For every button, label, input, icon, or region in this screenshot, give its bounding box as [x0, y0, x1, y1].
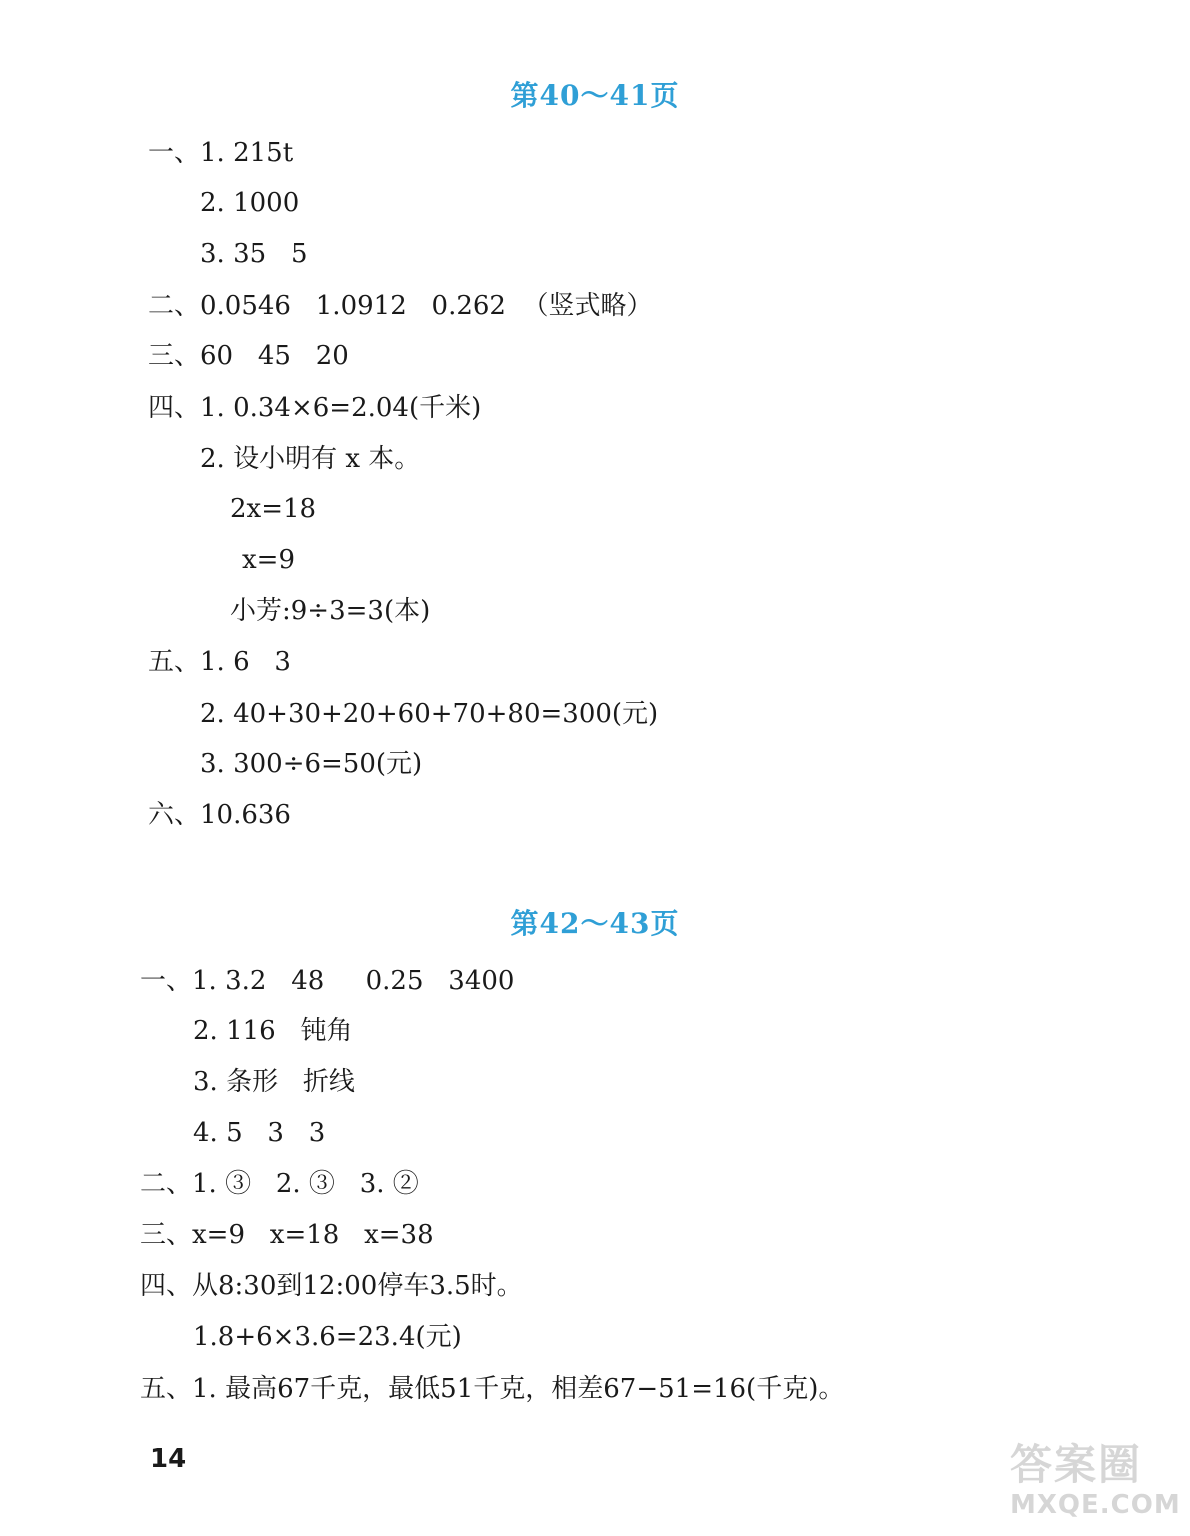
watermark-url: MXQE.COM [1010, 1490, 1181, 1520]
answer-line: 四、1. 0.34×6=2.04(千米) [148, 393, 482, 423]
answer-line: 2x=18 [230, 494, 317, 524]
answer-line: 一、1. 3.2 48 0.25 3400 [140, 966, 515, 996]
section-title-42-43: 第42～43页 [510, 907, 680, 940]
answer-line: 二、1. ③ 2. ③ 3. ② [140, 1169, 419, 1199]
answer-line: 3. 35 5 [200, 239, 308, 269]
answer-line: 小芳:9÷3=3(本) [230, 596, 431, 626]
answer-line: x=9 [242, 545, 295, 575]
answer-line: 三、x=9 x=18 x=38 [140, 1220, 434, 1250]
answer-line: 三、60 45 20 [148, 341, 349, 371]
section-title-40-41: 第40～41页 [510, 79, 680, 112]
answer-line: 一、1. 215t [148, 138, 294, 168]
answer-line: 二、0.0546 1.0912 0.262 （竖式略） [148, 291, 653, 321]
answer-line: 五、1. 最高67千克，最低51千克，相差67−51=16(千克)。 [140, 1374, 845, 1404]
answer-line: 2. 116 钝角 [193, 1016, 353, 1046]
answer-line: 四、从8:30到12:00停车3.5时。 [140, 1271, 523, 1301]
watermark-text: 答案圈 [1010, 1440, 1143, 1489]
watermark-logo [1010, 1440, 1180, 1530]
answer-line: 2. 1000 [200, 188, 300, 218]
answer-line: 3. 条形 折线 [193, 1067, 355, 1097]
answer-line: 3. 300÷6=50(元) [200, 749, 423, 779]
answer-line: 2. 40+30+20+60+70+80=300(元) [200, 699, 659, 729]
answer-line: 五、1. 6 3 [148, 647, 291, 677]
page-number: 14 [150, 1444, 187, 1474]
answer-line: 4. 5 3 3 [193, 1118, 326, 1148]
answer-line: 2. 设小明有 x 本。 [200, 444, 421, 474]
answer-line: 1.8+6×3.6=23.4(元) [193, 1322, 462, 1352]
answer-line: 六、10.636 [148, 800, 291, 830]
